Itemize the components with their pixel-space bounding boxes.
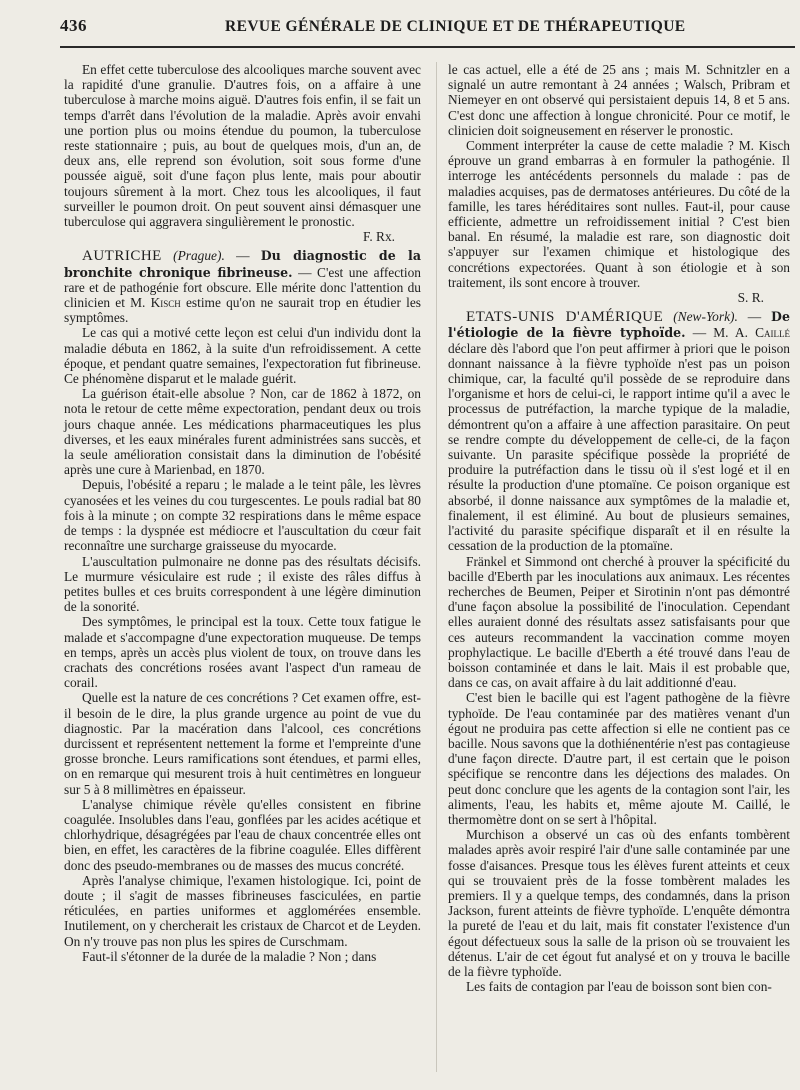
paragraph: Les faits de contagion par l'eau de boisson sont bien con- — [466, 979, 772, 995]
left-column — [64, 62, 421, 964]
paragraph: L'analyse chimique révèle qu'elles consistent en fibrine coagulée. Insolubles dans l'eau, gonflées par les acides acétique et chlorhydrique, désagrégées par l'eau de chaux concentrée elles ont bien, en effet, les caractères de la fibrine coagulée. Elles diffèrent donc des pseudo-membranes ou de masses des mucus concrété. — [64, 796, 421, 873]
author-initials: F. Rx. — [362, 229, 395, 245]
section-dash: — — [747, 309, 762, 325]
paragraph: le cas actuel, elle a été de 25 ans ; mais M. Schnitzler en a signalé un autre remontant à 24 années ; Walsch, Pribram et Niemeyer en ont observé qui persistaient depuis 14, 8 et 5 ans. C'est donc une affection à longue chronicité. Pour ce motif, le clinicien doit soigneusement en réserver le pronostic. — [448, 62, 790, 138]
paragraph: Faut-il s'étonner de la durée de la maladie ? Non ; dans — [82, 948, 377, 964]
page-header — [60, 10, 790, 40]
column-divider — [436, 62, 437, 1072]
author-name: Kisch — [150, 295, 181, 311]
running-title: REVUE GÉNÉRALE DE CLINIQUE ET DE THÉRAPEUTIQUE — [225, 18, 686, 35]
paragraph: Murchison a observé un cas où des enfants tombèrent malades après avoir respiré l'air d'une salle contaminée par une fosse d'aisances. Presque tous les élèves furent atteints et ceux qui se trouvaient près de la fosse tombèrent malades les premiers. Il y a quelque temps, des condamnés, dans la prison Jackson, furent atteints de fièvre typhoïde. L'enquête démontra la pureté de l'eau et du lait, mais fit constater l'existence d'un égout défectueux sous la salle de la prison où se trouvaient les détenus. L'air de cet égout fut analysé et on y trouva le bacille de la fièvre typhoïde. — [448, 827, 790, 979]
section-city: (Prague). — [173, 248, 225, 264]
section-subject: De l'étiologie de la fièvre typhoïde. — [448, 309, 790, 341]
header-rule — [60, 46, 795, 48]
section-country: AUTRICHE — [82, 248, 162, 265]
paragraph: Le cas qui a motivé cette leçon est celui d'un individu dont la maladie débuta en 1862, à la suite d'un refroidissement. A cette époque, et pendant quatre semaines, l'expectoration fut fibrineuse. Ce phénomène disparut et le malade guérit. — [64, 325, 421, 387]
paragraph: Fränkel et Simmond ont cherché à prouver la spécificité du bacille d'Eberth par les inoculations aux animaux. Les récentes recherches de Beumen, Peiper et Sirotinin n'ont pas démontré d'une façon absolue la possibilité de l'inoculation. Cependant elles auraient donné des résultats assez satisfaisants pour que ces auteurs recommandent la vaccination comme moyen prophylactique. Le bacille d'Eberth a été trouvé dans l'eau de boisson contaminée et dans le lait. Mais il est probable que, dans ce cas, on avait affaire à du lait additionné d'eau. — [448, 553, 790, 691]
section-country: ETATS-UNIS D'AMÉRIQUE — [466, 309, 664, 326]
paragraph: Quelle est la nature de ces concrétions ? Cet examen offre, est-il besoin de le dire, la plus grande urgence au point de vue du diagnostic. Par la macération dans l'alcool, ces concrétions durcissent et représentent nettement la forme et l'empreinte d'une grosse bronche. Leurs ramifications sont étendues, et parmi elles, on en remarque qui mesurent trois à huit centimètres en longueur sur 5 à 8 millimètres en épaisseur. — [64, 690, 421, 797]
paragraph: Après l'analyse chimique, l'examen histologique. Ici, point de doute ; il s'agit de masses fibrineuses fasciculées, en partie réticulées, en parties uniformes et agglomérées ensemble. Inutilement, on y chercherait les cristaux de Charcot et de Leyden. On n'y trouve pas non plus les spires de Curschmam. — [64, 872, 421, 949]
paragraph: La guérison était-elle absolue ? Non, car de 1862 à 1872, on nota le retour de cette même expectoration, pendant deux ou trois jours chaque année. Les médications pharmaceutiques les plus diverses, et les eaux minérales furent administrées sans succès, et la seule amélioration consistait dans la diminution de l'obésité après une cure à Marienbad, en 1870. — [64, 386, 421, 478]
section-heading-usa: ETATS-UNIS D'AMÉRIQUE (New-York). — De l'étiologie de la fièvre typhoïde. — M. A. Caillé déclare dès l'abord que l'on peut affirmer à priori que le poison donnant naissance à la fièvre typhoïde n'est pas un poison chimique, car, la faculté qu'il possède de se reproduire dans l'organisme et hors de celui-ci, le rapport intime qu'il a avec le processus de putréfaction, la marche typique de la maladie, démontrent qu'on a affaire à une affection parasitaire. On peut se rendre compte du développement de celle-ci, de la façon suivante. Un parasite spécifique possède la propriété de produire la putréfaction dans le tissu où il s'est logé et il en résulte la production d'une ptomaïne. Ce poison organique est absorbé, il donne naissance aux symptômes de la maladie et, finalement, il est éliminé. Au bout de plusieurs semaines, l'activité du parasite spécifique disparaît et il en résulte la cessation de la production de la ptomaïne. — [448, 309, 790, 554]
paragraph: C'est bien le bacille qui est l'agent pathogène de la fièvre typhoïde. De l'eau contaminée par des matières venant d'un égout ne produira pas cette affection si elle ne contient pas ce bacille. Nous savons que la dothiénentérie n'est pas contagieuse d'une façon directe. D'autre part, il est certain que le poison spécifique se rencontre dans les déjections des malades. On peut donc conclure que les agents de la contagion sont l'air, les aliments, l'eau, les habits et, même ajoute M. Caillé, le thermomètre dont on se sert à l'hôpital. — [448, 690, 790, 827]
section-city: (New-York). — [673, 309, 738, 325]
author-name: Caillé — [755, 325, 790, 341]
right-column — [448, 62, 790, 994]
paragraph: Des symptômes, le principal est la toux. Cette toux fatigue le malade et s'accompagne d'une expectoration muqueuse. De temps en temps, après un accès plus violent de toux, on trouve dans les crachats des concrétions rosées avant l'aspect d'un rameau de corail. — [64, 614, 421, 691]
paragraph: L'auscultation pulmonaire ne donne pas des résultats décisifs. Le murmure vésiculaire est rude ; il existe des râles diffus à petites bulles et ces bruits correspondent à une légère diminution de la sonorité. — [64, 553, 421, 615]
section-subject: Du diagnostic de la bronchite chronique fibrineuse. — [64, 248, 421, 280]
author-initials: S. R. — [737, 290, 764, 306]
paragraph: En effet cette tuberculose des alcooliques marche souvent avec la rapidité d'une granulie. D'autres fois, on a affaire à une tuberculose à marche moins aiguë. D'autres fois enfin, il se fait un temps d'arrêt dans l'évolution de la maladie. Après avoir envahi une portion plus ou moins étendue du poumon, la tuberculose reste stationnaire ; puis, au bout de quelques mois, d'un an, de deux ans, elle reprend son évolution, soit sous forme d'une poussée aiguë, soit d'une façon plus lente, mais pour aboutir toujours sûrement à la mort. Chez tous les alcooliques, il faut surveiller le poumon droit. On peut souvent ainsi démasquer une tuberculose qui aggravera singulièrement le pronostic. F. Rx. — [64, 62, 421, 245]
paragraph: Depuis, l'obésité a reparu ; le malade a le teint pâle, les lèvres cyanosées et les veines du cou turgescentes. Le pouls radial bat 80 fois à la minute ; on compte 32 respirations dans le même espace de temps : la dyspnée est médiocre et l'auscultation du cœur fait reconnaître une surcharge graisseuse du myocarde. — [64, 477, 421, 554]
section-heading-austria: AUTRICHE (Prague). — Du diagnostic de la bronchite chronique fibrineuse. — C'est une affection rare et de pathogénie fort obscure. Elle mérite donc l'attention du clinicien et M. Kisch estime qu'on ne saurait trop en étudier les symptômes. — [64, 248, 421, 326]
paragraph: Comment interpréter la cause de cette maladie ? M. Kisch éprouve un grand embarras à en formuler la pathogénie. Il interroge les antécédents personnels du malade : pas de maladies acquises, pas de dermatoses antérieures. Du côté de la famille, les tares héréditaires sont nulles. Faut-il, pour cause efficiente, admettre un refroidissement initial ? C'est bien banal. En résumé, la maladie est rare, son diagnostic doit s'appuyer sur l'examen chimique et histologique des concrétions expectorées. Quant à son étiologie et à son traitement, ils sont encore à trouver. S. R. — [448, 138, 790, 306]
section-dash: — — [236, 248, 250, 264]
page-number: 436 — [60, 16, 87, 35]
